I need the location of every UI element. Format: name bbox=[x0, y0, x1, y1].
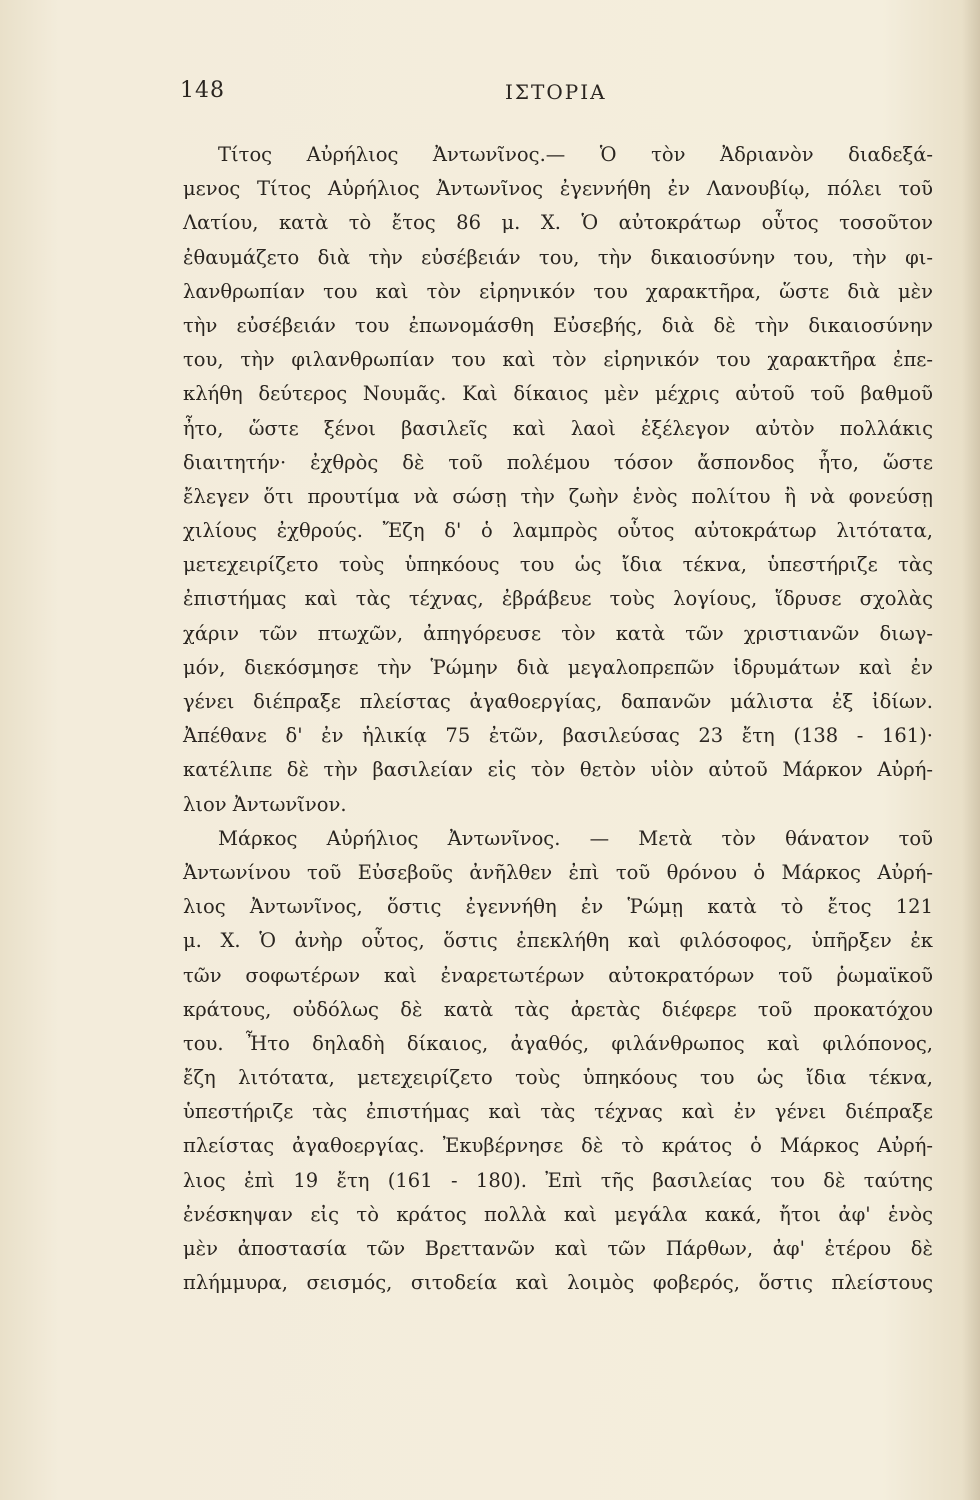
text-line: Λατίου, κατὰ τὸ ἔτος 86 μ. Χ. Ὁ αὐτοκράτωρ οὗτος τοσοῦτον bbox=[183, 211, 933, 235]
text-line: μ. Χ. Ὁ ἀνὴρ οὗτος, ὅστις ἐπεκλήθη καὶ φιλόσοφος, ὑπῆρξεν ἐκ bbox=[183, 929, 933, 953]
text-line: λιος ἐπὶ 19 ἔτη (161 - 180). Ἐπὶ τῆς βασιλείας του δὲ ταύτης bbox=[183, 1168, 933, 1192]
text-line: ἐπιστήμας καὶ τὰς τέχνας, ἐβράβευε τοὺς λογίους, ἵδρυσε σχολὰς bbox=[183, 587, 933, 611]
text-line: κλήθη δεύτερος Νουμᾶς. Καὶ δίκαιος μὲν μέχρις αὐτοῦ τοῦ βαθμοῦ bbox=[183, 382, 933, 406]
text-line: Ἀπέθανε δ' ἐν ἡλικίᾳ 75 ἐτῶν, βασιλεύσας 23 ἔτη (138 - 161)· bbox=[183, 724, 933, 748]
text-line: ἔλεγεν ὅτι προυτίμα νὰ σώσῃ τὴν ζωὴν ἑνὸς πολίτου ἢ νὰ φονεύσῃ bbox=[183, 484, 933, 508]
page-gutter-shadow bbox=[962, 0, 980, 1500]
text-line: τὴν εὐσέβειάν του ἐπωνομάσθη Εὐσεβής, διὰ δὲ τὴν δικαιοσύνην bbox=[183, 313, 933, 337]
text-line: ὑπεστήριζε τὰς ἐπιστήμας καὶ τὰς τέχνας καὶ ἐν γένει διέπραξε bbox=[183, 1100, 933, 1124]
page-number: 148 bbox=[180, 78, 225, 103]
text-line: του, τὴν φιλανθρωπίαν του καὶ τὸν εἰρηνικόν του χαρακτῆρα ἐπε- bbox=[183, 348, 933, 372]
text-line: γένει διέπραξε πλείστας ἀγαθοεργίας, δαπανῶν μάλιστα ἐξ ἰδίων. bbox=[183, 690, 933, 713]
text-line: μὲν ἀποστασία τῶν Βρεττανῶν καὶ τῶν Πάρθων, ἀφ' ἑτέρου δὲ bbox=[183, 1237, 933, 1260]
text-line: χάριν τῶν πτωχῶν, ἀπηγόρευσε τὸν κατὰ τῶν χριστιανῶν διωγ- bbox=[183, 621, 933, 645]
text-line: ἐνέσκηψαν εἰς τὸ κράτος πολλὰ καὶ μεγάλα κακά, ἤτοι ἀφ' ἑνὸς bbox=[183, 1202, 933, 1226]
text-line: μόν, διεκόσμησε τὴν Ῥώμην διὰ μεγαλοπρεπῶν ἱδρυμάτων καὶ ἐν bbox=[183, 655, 933, 679]
text-line: λανθρωπίαν του καὶ τὸν εἰρηνικόν του χαρακτῆρα, ὥστε διὰ μὲν bbox=[183, 279, 933, 303]
text-line: λιον Ἀντωνῖνον. bbox=[183, 792, 347, 816]
text-line: του. Ἦτο δηλαδὴ δίκαιος, ἀγαθός, φιλάνθρωπος καὶ φιλόπονος, bbox=[183, 1031, 933, 1055]
text-line: Ἀντωνίνου τοῦ Εὐσεβοῦς ἀνῆλθεν ἐπὶ τοῦ θρόνου ὁ Μάρκος Αὐρή- bbox=[183, 860, 933, 884]
text-line: Τίτος Αὐρήλιος Ἀντωνῖνος.— Ὁ τὸν Ἀδριανὸν διαδεξά- bbox=[218, 143, 933, 166]
text-line: ἐθαυμάζετο διὰ τὴν εὐσέβειάν του, τὴν δικαιοσύνην του, τὴν φι- bbox=[183, 245, 933, 269]
text-line: κατέλιπε δὲ τὴν βασιλείαν εἰς τὸν θετὸν υἱὸν αὐτοῦ Μάρκον Αὐρή- bbox=[183, 758, 933, 782]
text-line: πλήμμυρα, σεισμός, σιτοδεία καὶ λοιμὸς φοβερός, ὅστις πλείστους bbox=[183, 1271, 933, 1295]
text-line: χιλίους ἐχθρούς. Ἔζη δ' ὁ λαμπρὸς οὗτος αὐτοκράτωρ λιτότατα, bbox=[183, 519, 933, 543]
text-line: λιος Ἀντωνῖνος, ὅστις ἐγεννήθη ἐν Ῥώμῃ κατὰ τὸ ἔτος 121 bbox=[183, 895, 933, 919]
text-line: πλείστας ἀγαθοεργίας. Ἐκυβέρνησε δὲ τὸ κράτος ὁ Μάρκος Αὐρή- bbox=[183, 1134, 933, 1158]
text-line: μενος Τίτος Αὐρήλιος Ἀντωνῖνος ἐγεννήθη ἐν Λανουβίῳ, πόλει τοῦ bbox=[183, 177, 933, 201]
text-line: διαιτητήν· ἐχθρὸς δὲ τοῦ πολέμου τόσον ἄσπονδος ἦτο, ὥστε bbox=[183, 450, 933, 474]
text-line: ἦτο, ὥστε ξένοι βασιλεῖς καὶ λαοὶ ἐξέλεγον αὐτὸν πολλάκις bbox=[183, 416, 933, 440]
page-header bbox=[180, 78, 930, 118]
running-head: ΙΣΤΟΡΙΑ bbox=[505, 80, 607, 104]
text-line: Μάρκος Αὐρήλιος Ἀντωνῖνος. — Μετὰ τὸν θάνατον τοῦ bbox=[218, 826, 933, 850]
text-line: ἔζη λιτότατα, μετεχειρίζετο τοὺς ὑπηκόους του ὡς ἴδια τέκνα, bbox=[183, 1066, 933, 1090]
text-line: τῶν σοφωτέρων καὶ ἐναρετωτέρων αὐτοκρατόρων τοῦ ῥωμαϊκοῦ bbox=[183, 963, 933, 987]
text-line: μετεχειρίζετο τοὺς ὑπηκόους του ὡς ἴδια τέκνα, ὑπεστήριζε τὰς bbox=[183, 553, 933, 577]
body-text bbox=[183, 138, 933, 1300]
text-line: κράτους, οὐδόλως δὲ κατὰ τὰς ἀρετὰς διέφερε τοῦ προκατόχου bbox=[183, 997, 933, 1021]
